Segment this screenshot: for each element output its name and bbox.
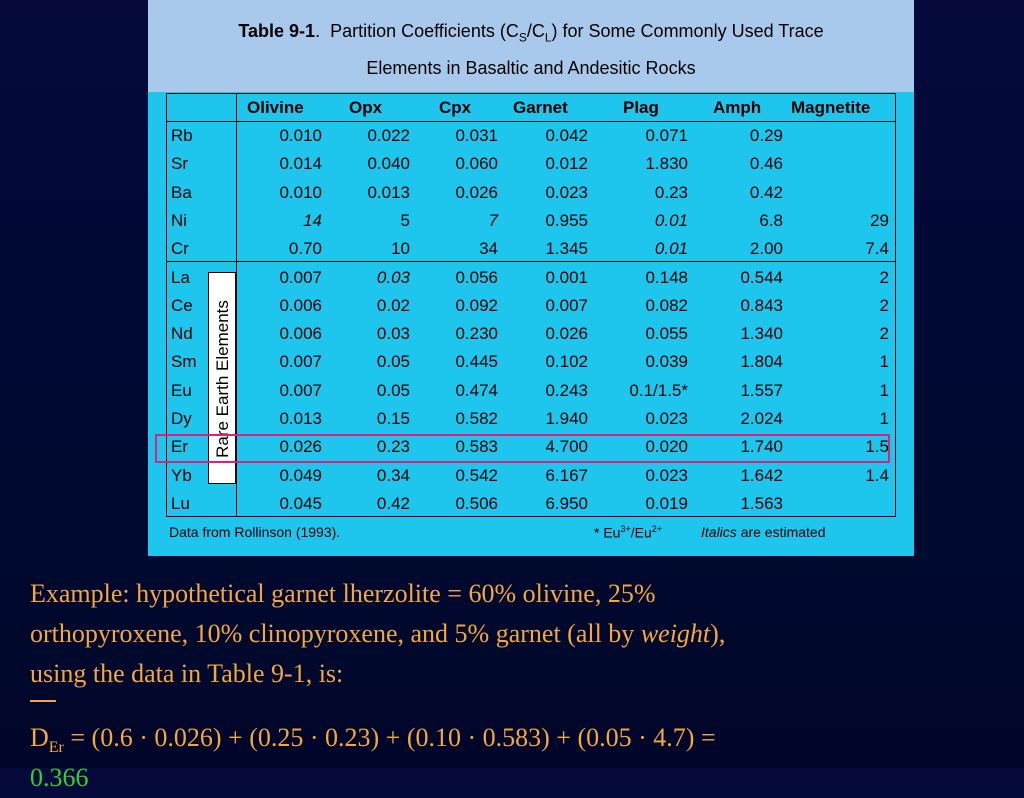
table-cell: 1.804 <box>740 352 783 372</box>
table-panel <box>148 0 914 556</box>
table-cell: 0.010 <box>279 182 322 202</box>
row-element-eu: Eu <box>171 380 192 400</box>
table-cell <box>799 490 889 518</box>
table-cell: 0.15 <box>376 409 410 428</box>
table-cell: 7 <box>488 210 498 230</box>
table-cell: 0.230 <box>455 324 498 344</box>
partition-table <box>166 93 896 517</box>
table-cell: 4.700 <box>545 437 588 457</box>
table-cell: 0.583 <box>455 437 498 457</box>
table-cell: 0.014 <box>279 154 322 174</box>
table-cell: 2 <box>879 324 889 344</box>
table-cell <box>799 179 889 207</box>
example-line-2b: ), <box>710 619 726 648</box>
column-header-magnetite: Magnetite <box>791 98 871 117</box>
table-cell: 0.01 <box>654 210 688 230</box>
example-weight: weight <box>640 619 711 648</box>
table-cell: 1.563 <box>740 493 783 513</box>
column-header-plag: Plag <box>623 98 659 117</box>
table-cell: 0.03 <box>376 324 410 344</box>
table-cell: 0.049 <box>279 465 322 485</box>
example-line-1: Example: hypothetical garnet lherzolite = 60% olivine, 25% <box>30 579 656 608</box>
caption-label: Table 9-1 <box>238 21 316 41</box>
eu2-sup: 2+ <box>651 524 663 534</box>
caption-title-part2: ) for Some Commonly Used Trace <box>551 21 824 41</box>
table-cell: 0.040 <box>367 154 410 174</box>
row-element-ni: Ni <box>171 210 188 230</box>
row-element-sm: Sm <box>171 352 197 372</box>
example-line-2a: orthopyroxene, 10% clinopyroxene, and 5% garnet (all by <box>30 619 641 648</box>
table-cell: 7.4 <box>865 239 889 259</box>
table-cell: 0.445 <box>455 352 498 372</box>
table-cell: 0.013 <box>279 409 322 428</box>
table-cell: 0.023 <box>645 409 688 428</box>
table-cell: 0.46 <box>749 154 783 174</box>
table-cell: 29 <box>870 210 889 230</box>
table-cell: 0.020 <box>645 437 688 457</box>
table-cell: 0.026 <box>455 182 498 202</box>
table-cell: 0.026 <box>279 437 322 457</box>
example-line-3: using the data in Table 9-1, is: <box>30 659 344 688</box>
table-cell: 1 <box>879 409 889 428</box>
er-row-highlight <box>155 434 890 463</box>
table-cell: 0.023 <box>645 465 688 485</box>
table-cell: 1.345 <box>545 239 588 259</box>
caption-sub-l: L <box>544 30 552 45</box>
table-cell: 1 <box>879 380 889 400</box>
row-element-rb: Rb <box>171 126 193 145</box>
row-element-ce: Ce <box>171 295 193 315</box>
table-cell: 0.001 <box>545 267 588 287</box>
table-cell: 0.542 <box>455 465 498 485</box>
table-cell: 0.42 <box>376 493 410 513</box>
table-cell: 0.01 <box>654 239 688 259</box>
table-cell: 0.031 <box>455 126 498 145</box>
row-element-nd: Nd <box>171 324 193 344</box>
row-element-sr: Sr <box>171 154 188 174</box>
footer-eu-note <box>594 524 662 541</box>
column-header-opx: Opx <box>349 98 383 117</box>
row-element-la: La <box>171 267 190 287</box>
table-cell: 2.024 <box>740 409 783 428</box>
table-cell: 0.70 <box>288 239 322 259</box>
table-cell: 0.148 <box>645 267 688 287</box>
table-cell: 5 <box>400 210 410 230</box>
table-cell: 0.039 <box>645 352 688 372</box>
table-cell: 0.071 <box>645 126 688 145</box>
table-cell: 0.243 <box>545 380 588 400</box>
table-cell: 0.02 <box>376 295 410 315</box>
table-cell: 0.082 <box>645 295 688 315</box>
table-cell: 1.642 <box>740 465 783 485</box>
column-header-amph: Amph <box>713 98 762 117</box>
table-cell: 0.544 <box>740 267 783 287</box>
table-cell: 0.29 <box>749 126 783 145</box>
formula-sub: Er <box>48 739 64 757</box>
table-caption <box>148 0 914 92</box>
table-cell: 1.740 <box>740 437 783 457</box>
table-cell: 0.060 <box>455 154 498 174</box>
table-cell: 1.830 <box>645 154 688 174</box>
table-cell: 0.019 <box>645 493 688 513</box>
caption-slash: /C <box>526 21 545 41</box>
table-cell: 0.42 <box>749 182 783 202</box>
table-cell: 0.012 <box>545 154 588 174</box>
row-element-er: Er <box>171 437 188 457</box>
table-cell: 0.582 <box>455 409 498 428</box>
caption-line-2: Elements in Basaltic and Andesitic Rocks <box>366 57 696 78</box>
table-cell: 1.5 <box>865 437 889 457</box>
caption-title-part1: Partition Coefficients (C <box>330 21 519 41</box>
table-cell: 0.05 <box>376 380 410 400</box>
table-cell: 0.045 <box>279 493 322 513</box>
table-cell: 0.007 <box>279 267 322 287</box>
table-cell: 2 <box>879 267 889 287</box>
table-cell: 1 <box>879 352 889 372</box>
table-cell <box>799 150 889 178</box>
table-cell: 0.474 <box>455 380 498 400</box>
table-cell: 0.022 <box>367 126 410 145</box>
caption-sub-s: S <box>518 30 527 45</box>
table-cell: 0.013 <box>367 182 410 202</box>
table-cell: 34 <box>479 239 498 259</box>
table-cell: 6.950 <box>545 493 588 513</box>
table-cell: 0.010 <box>279 126 322 145</box>
formula <box>30 718 1010 768</box>
formula-rest: = (0.6 · 0.026) + (0.25 · 0.23) + (0.10 · 0.583) + (0.05 · 4.7) = <box>63 723 716 752</box>
d-overbar <box>30 700 56 702</box>
table-cell: 10 <box>391 239 410 259</box>
row-element-lu: Lu <box>171 493 190 513</box>
table-cell: 0.007 <box>279 352 322 372</box>
footer-italics-note <box>701 524 826 540</box>
table-cell: 1.4 <box>865 465 889 485</box>
table-cell: 0.1/1.5* <box>629 380 688 400</box>
table-cell: 2.00 <box>749 239 783 259</box>
table-cell: 0.506 <box>455 493 498 513</box>
table-cell <box>799 122 889 150</box>
table-cell: 6.8 <box>759 210 783 230</box>
table-cell: 0.23 <box>376 437 410 457</box>
table-cell: 0.055 <box>645 324 688 344</box>
row-element-yb: Yb <box>171 465 192 485</box>
table-cell: 2 <box>879 295 889 315</box>
row-element-ba: Ba <box>171 182 192 202</box>
formula-d: D <box>30 723 49 752</box>
footer-source: Data from Rollinson (1993). <box>169 524 341 540</box>
table-cell: 0.03 <box>376 267 410 287</box>
formula-result: 0.366 <box>30 763 89 792</box>
column-header-garnet: Garnet <box>513 98 568 117</box>
table-cell: 14 <box>303 210 322 230</box>
table-cell: 1.557 <box>740 380 783 400</box>
example-line-2 <box>30 614 1010 654</box>
table-cell: 0.023 <box>545 182 588 202</box>
caption-line-1: Table 9-1. Partition Coefficients $(C_S/C_L)$ for Some Commonly Used Trace <box>238 21 824 45</box>
table-cell: 0.006 <box>279 295 322 315</box>
table-cell: 0.006 <box>279 324 322 344</box>
table-cell: 0.34 <box>376 465 410 485</box>
table-cell: 0.23 <box>654 182 688 202</box>
table-cell: 0.007 <box>545 295 588 315</box>
table-cell: 0.05 <box>376 352 410 372</box>
table-cell: 0.007 <box>279 380 322 400</box>
example-text <box>30 574 1010 694</box>
table-cell: 0.843 <box>740 295 783 315</box>
table-cell: 0.026 <box>545 324 588 344</box>
italics-word: Italics <box>701 524 737 540</box>
row-element-cr: Cr <box>171 239 189 259</box>
column-header-cpx: Cpx <box>439 98 472 117</box>
table-cell: 0.092 <box>455 295 498 315</box>
row-element-dy: Dy <box>171 409 192 428</box>
table-cell: 0.042 <box>545 126 588 145</box>
table-cell: 0.955 <box>545 210 588 230</box>
eu-slash: /Eu <box>630 524 652 541</box>
italics-rest: are estimated <box>740 524 826 540</box>
column-header-olivine: Olivine <box>247 98 304 117</box>
ree-label: Rare Earth Elements <box>213 300 232 458</box>
eu3-sup: 3+ <box>620 524 631 534</box>
table-cell: 0.056 <box>455 267 498 287</box>
eu-prefix: * Eu <box>594 524 621 541</box>
table-cell: 1.940 <box>545 409 588 428</box>
table-cell: 6.167 <box>545 465 588 485</box>
table-cell: 0.102 <box>545 352 588 372</box>
table-cell: 1.340 <box>740 324 783 344</box>
